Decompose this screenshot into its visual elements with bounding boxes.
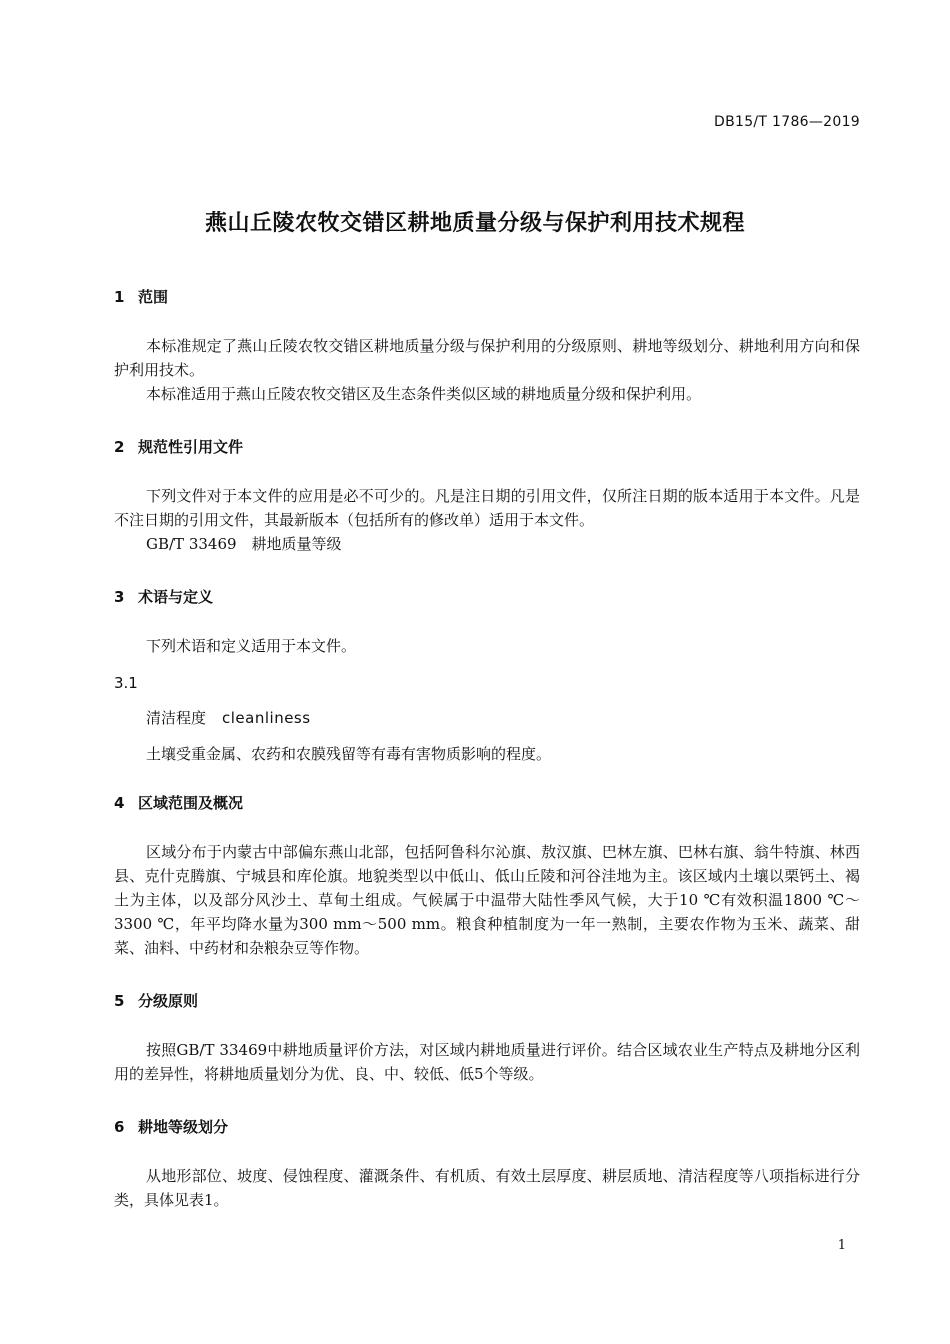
term-name — [114, 706, 860, 730]
section-heading-region-overview — [114, 792, 860, 814]
section-number: 2 — [114, 438, 125, 456]
paragraph: 本标准适用于燕山丘陵农牧交错区及生态条件类似区域的耕地质量分级和保护利用。 — [146, 385, 702, 403]
section-number: 5 — [114, 992, 125, 1010]
term-number: 3.1 — [114, 674, 138, 692]
page-number: 1 — [837, 1238, 846, 1253]
section-title: 耕地等级划分 — [138, 1118, 229, 1136]
term-name-en: cleanliness — [222, 709, 311, 727]
document-title: 燕山丘陵农牧交错区耕地质量分级与保护利用技术规程 — [204, 211, 745, 236]
section-number: 4 — [114, 794, 125, 812]
section-number: 6 — [114, 1118, 125, 1136]
section-title: 术语与定义 — [138, 588, 214, 606]
section-title: 分级原则 — [138, 992, 199, 1010]
section-heading-grading-principle — [114, 990, 860, 1012]
section-number: 3 — [114, 588, 125, 606]
paragraph: 本标准规定了燕山丘陵农牧交错区耕地质量分级与保护利用的分级原则、耕地等级划分、耕地利用方向和保护利用技术。 — [114, 337, 860, 379]
section-heading-terms — [114, 586, 860, 608]
paragraph: 按照GB/T 33469中耕地质量评价方法，对区域内耕地质量进行评价。结合区域农业生产特点及耕地分区利用的差异性，将耕地质量划分为优、良、中、较低、低5个等级。 — [114, 1041, 860, 1083]
section-title: 区域范围及概况 — [138, 794, 244, 812]
paragraph: 下列术语和定义适用于本文件。 — [146, 637, 357, 655]
paragraph: 区域分布于内蒙古中部偏东燕山北部，包括阿鲁科尔沁旗、敖汉旗、巴林左旗、巴林右旗、翁牛特旗、林西县、克什克腾旗、宁城县和库伦旗。地貌类型以中低山、低山丘陵和河谷洼地为主。该区域内土壤以栗钙土、褐土为主体，以及部分风沙土、草甸土组成。气候属于中温带大陆性季风气候，大于10 ℃有效积温1800 ℃～3300 ℃，年平均降水量为300 mm～500 mm。粮食种植制度为一年一熟制，主要农作物为玉米、蔬菜、甜菜、油料、中药材和杂粮杂豆等作物。 — [114, 843, 860, 957]
reference-item: GB/T 33469 耕地质量等级 — [146, 535, 342, 553]
document-code: DB15/T 1786—2019 — [714, 114, 860, 130]
paragraph: 下列文件对于本文件的应用是必不可少的。凡是注日期的引用文件，仅所注日期的版本适用于本文件。凡是不注日期的引用文件，其最新版本（包括所有的修改单）适用于本文件。 — [114, 487, 860, 529]
section-title: 范围 — [138, 288, 169, 306]
section-number: 1 — [114, 288, 125, 306]
term-name-cn: 清洁程度 — [146, 709, 207, 727]
paragraph: 从地形部位、坡度、侵蚀程度、灌溉条件、有机质、有效土层厚度、耕层质地、清洁程度等八项指标进行分类，具体见表1。 — [114, 1167, 860, 1209]
section-heading-grade-division — [114, 1116, 860, 1138]
section-heading-scope — [114, 286, 860, 308]
section-title: 规范性引用文件 — [138, 438, 244, 456]
section-heading-normative-references — [114, 436, 860, 458]
document-body — [114, 286, 860, 1212]
term-definition: 土壤受重金属、农药和农膜残留等有毒有害物质影响的程度。 — [146, 745, 552, 763]
